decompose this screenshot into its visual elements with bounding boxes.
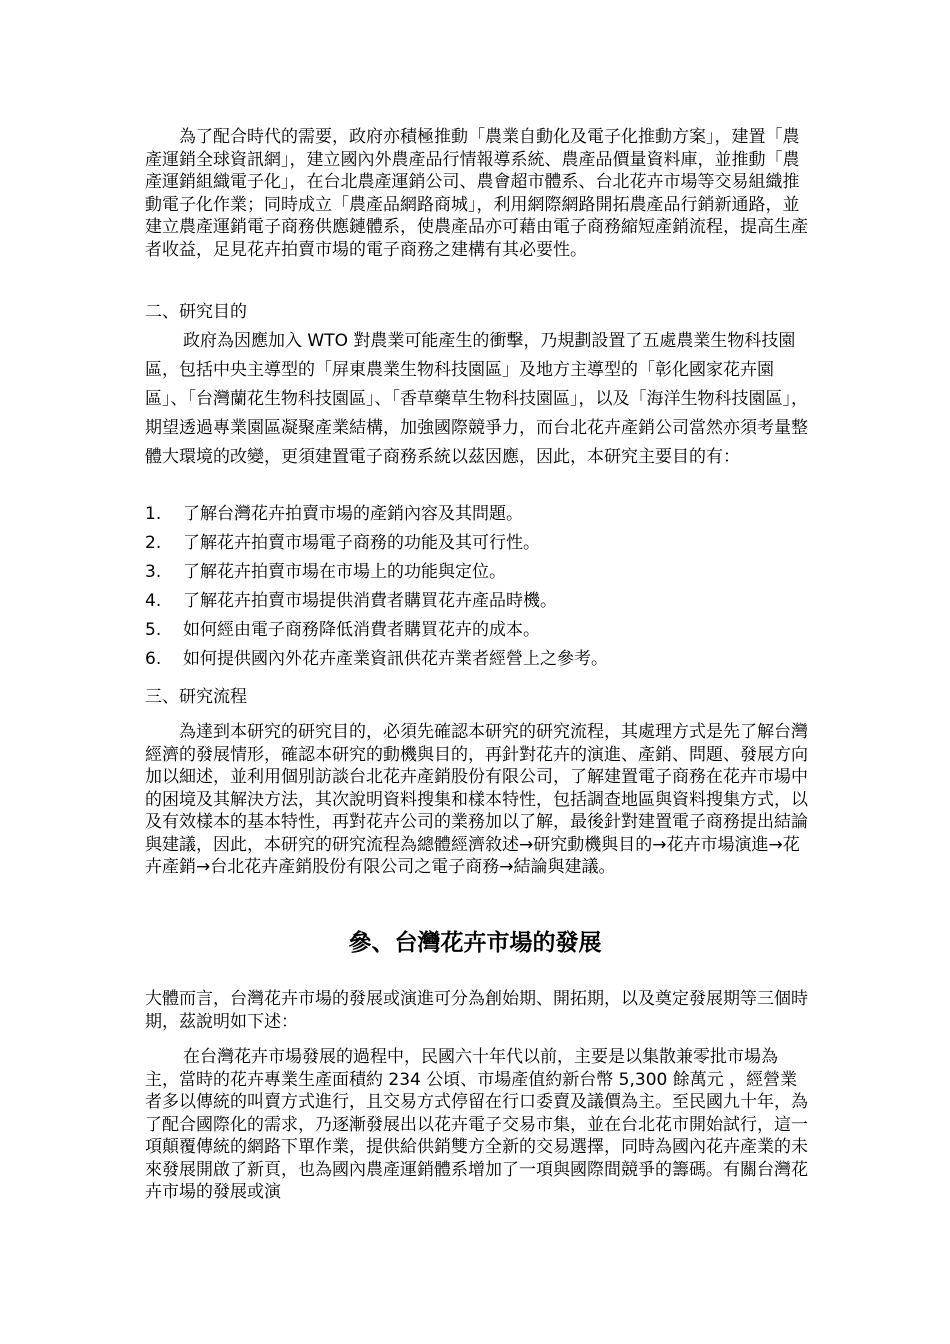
list-item-text: 了解花卉拍賣市場提供消費者購買花卉產品時機。 xyxy=(183,591,557,611)
list-item xyxy=(145,558,810,587)
list-item-number: 6. xyxy=(145,649,162,669)
list-item-text: 如何提供國內外花卉產業資訊供花卉業者經營上之參考。 xyxy=(183,649,608,669)
intro-paragraph: 為了配合時代的需要，政府亦積極推動「農業自動化及電子化推動方案」，建置「農產運銷全球資訊網」，建立國內外農產品行情報導系統、農產品價量資料庫，並推動「農產運銷組織電子化」，在台北農產運銷公司、農會超市體系、台北花卉市場等交易組織推動電子化作業；同時成立「農產品網路商城」，利用網際網路開拓農產品行銷新通路，並建立農產運銷電子商務供應鏈體系，使農產品亦可藉由電子商務縮短產銷流程，提高生產者收益，足見花卉拍賣市場的電子商務之建構有其必要性。 xyxy=(145,127,808,260)
list-item-number: 1. xyxy=(145,504,162,524)
list-item-text: 了解台灣花卉拍賣市場的產銷內容及其問題。 xyxy=(183,504,523,524)
research-purpose-paragraph: 政府為因應加入 WTO 對農業可能產生的衝擊，乃規劃設置了五處農業生物科技園區，包括中央主導型的「屏東農業生物科技園區」及地方主導型的「彰化國家花卉園區」、「台灣蘭花生物科技園區」、「香草藥草生物科技園區」，以及「海洋生物科技園區」，期望透過專業園區凝聚產業結構，加強國際競爭力，而台北花卉產銷公司當然亦須考量整體大環境的改變，更須建置電子商務系統以茲因應，因此，本研究主要目的有： xyxy=(145,331,808,467)
list-item-number: 5. xyxy=(145,620,162,640)
list-item-text: 了解花卉拍賣市場電子商務的功能及其可行性。 xyxy=(183,533,540,553)
list-item-number: 3. xyxy=(145,562,162,582)
list-item xyxy=(145,529,810,558)
list-item xyxy=(145,587,810,616)
list-item-number: 2. xyxy=(145,533,162,553)
list-item xyxy=(145,500,810,529)
research-purpose-list xyxy=(145,500,810,674)
chapter-body-paragraph: 在台灣花卉市場發展的過程中，民國六十年代以前，主要是以集散兼零批市場為主，當時的花卉專業生產面積約 234 公頃、市場產值約新台幣 5,300 餘萬元 ，經營業者多以傳統的叫賣方式進行，且交易方式停留在行口委賣及議價為主。至民國九十年，為了配合國際化的需求，乃逐漸發展出以花卉電子交易市集，並在台北花市開始試行，這一項顛覆傳統的網路下單作業，提供給供銷雙方全新的交易選擇，同時為國內花卉產業的未來發展開啟了新頁，也為國內農產運銷體系增加了一項與國際間競爭的籌碼。有關台灣花卉市場的發展或演 xyxy=(145,1047,808,1202)
list-item xyxy=(145,645,810,674)
chapter-intro-paragraph: 大體而言，台灣花卉市場的發展或演進可分為創始期、開拓期，以及奠定發展期等三個時期，茲說明如下述： xyxy=(145,989,808,1032)
chapter-title: 參、台灣花卉市場的發展 xyxy=(348,929,602,956)
list-item-number: 4. xyxy=(145,591,162,611)
list-item-text: 了解花卉拍賣市場在市場上的功能與定位。 xyxy=(183,562,506,582)
section-heading-research-process: 三、研究流程 xyxy=(145,687,247,707)
research-process-paragraph: 為達到本研究的研究目的，必須先確認本研究的研究流程，其處理方式是先了解台灣經濟的發展情形，確認本研究的動機與目的，再針對花卉的演進、產銷、問題、發展方向加以細述，並利用個別訪談台北花卉產銷股份有限公司，了解建置電子商務在花卉市場中的困境及其解決方法，其次說明資料搜集和樣本特性，包括調查地區與資料搜集方式，以及有效樣本的基本特性，再對花卉公司的業務加以了解，最後針對建置電子商務提出結論與建議，因此，本研究的研究流程為總體經濟敘述→研究動機與目的→花卉市場演進→花卉產銷→台北花卉產銷股份有限公司之電子商務→結論與建議。 xyxy=(145,722,808,877)
list-item xyxy=(145,616,810,645)
list-item-text: 如何經由電子商務降低消費者購買花卉的成本。 xyxy=(183,620,540,640)
section-heading-research-purpose: 二、研究目的 xyxy=(145,302,247,322)
